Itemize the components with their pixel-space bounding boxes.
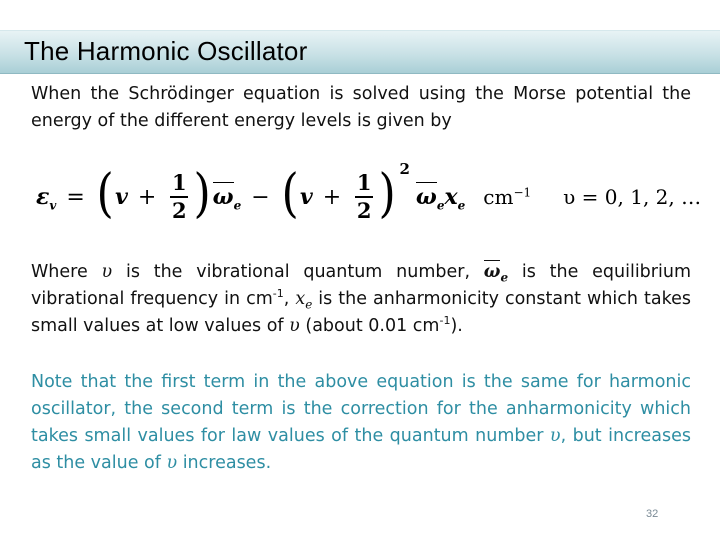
- minus-sign: −: [251, 184, 270, 210]
- intro-paragraph: When the Schrödinger equation is solved using the Morse potential the energy of the different energy levels is given by: [31, 84, 691, 131]
- plus-sign: +: [137, 184, 157, 210]
- equation-omega-e: $\omega_e$: [212, 184, 242, 213]
- close-paren-2: ): [378, 164, 396, 224]
- plus-sign-2: +: [322, 184, 342, 210]
- page-number: 32: [646, 508, 659, 520]
- close-paren: ): [193, 164, 212, 224]
- equation-omega-e-xe: $\omega_ex_e$: [415, 184, 466, 213]
- equation-v-term: v: [115, 184, 128, 210]
- quantum-number-values: υ = 0, 1, 2, …: [563, 185, 702, 209]
- fraction-one-half-2: $\frac{1}{2}$: [356, 170, 372, 223]
- slide-title: The Harmonic Oscillator: [24, 36, 308, 66]
- equation-lhs: $\varepsilon_v$: [36, 184, 57, 213]
- fraction-one-half: $\frac{1}{2}$: [172, 170, 187, 223]
- definitions-paragraph: Where υ is the vibrational quantum number, $\omega_e$ is the equilibrium vibrational frequency in $cm^{-1}$, $x_e$ is the anharmonicity constant which takes small values at low values of υ (about 0.01 $cm^{-1}$).: [31, 262, 691, 336]
- equation-unit: $cm^{-1}$: [483, 185, 532, 209]
- equals-sign: =: [66, 184, 85, 210]
- squared-exponent: 2: [399, 160, 410, 178]
- open-paren-2: (: [281, 164, 299, 224]
- morse-energy-equation: [36, 162, 701, 232]
- note-paragraph: Note that the first term in the above equation is the same for harmonic oscillator, the second term is the correction for the anharmonicity which takes small values for law values of the quantum number υ, but increases as the value of υ increases.: [31, 372, 691, 473]
- equation-v-term-2: v: [299, 184, 313, 210]
- open-paren: (: [96, 164, 114, 224]
